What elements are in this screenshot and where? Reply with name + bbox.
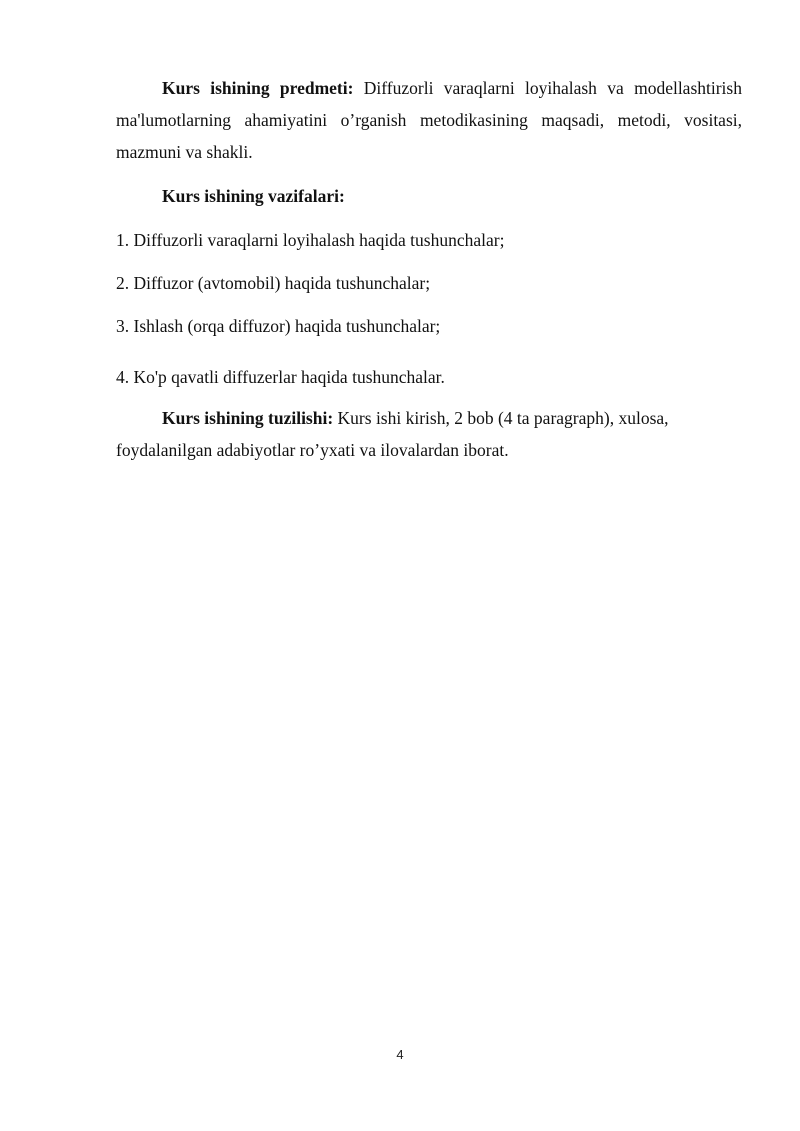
task-item-4: 4. Ko'p qavatli diffuzerlar haqida tushunchalar. xyxy=(116,367,445,387)
page-number: 4 xyxy=(396,1047,404,1062)
subject-label: Kurs ishining predmeti: xyxy=(162,78,354,98)
tasks-heading: Kurs ishining vazifalari: xyxy=(162,186,345,206)
structure-paragraph xyxy=(116,402,742,466)
subject-paragraph xyxy=(116,72,742,168)
structure-label: Kurs ishining tuzilishi: xyxy=(162,408,334,428)
subject-text: Diffuzorli varaqlarni loyihalash va modellashtirish ma'lumotlarning ahamiyatini o’rganish metodikasining maqsadi, metodi, vositasi, mazmuni va shakli. xyxy=(116,78,742,162)
task-item-1: 1. Diffuzorli varaqlarni loyihalash haqida tushunchalar; xyxy=(116,230,505,250)
task-item-2: 2. Diffuzor (avtomobil) haqida tushunchalar; xyxy=(116,273,431,293)
task-item-3: 3. Ishlash (orqa diffuzor) haqida tushunchalar; xyxy=(116,316,441,336)
structure-text: Kurs ishi kirish, 2 bob (4 ta paragraph), xulosa, foydalanilgan adabiyotlar ro’yxati va ilovalardan iborat. xyxy=(116,408,669,460)
